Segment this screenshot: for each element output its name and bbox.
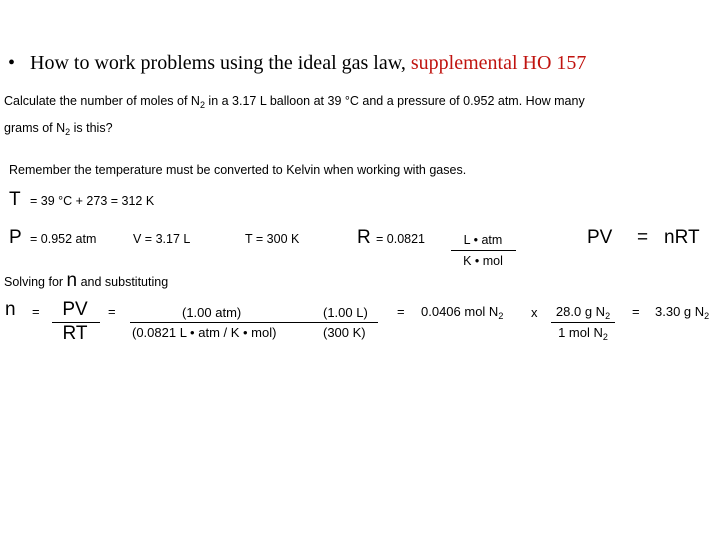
pressure-variable: P [9,227,22,248]
eq-molar-mass-den [551,325,615,340]
eq-moles [421,304,503,319]
fraction-bar [451,250,516,251]
title-text: How to work problems using the ideal gas law, [30,52,406,74]
temp-conversion: = 39 °C + 273 = 312 K [30,194,155,208]
r-units-numerator: L • atm [463,233,503,247]
subscript: 2 [605,311,611,321]
eq-equals-4: = [632,304,640,319]
problem-line-1 [4,94,585,108]
eq-den-r: (0.0821 L • atm / K • mol) [132,325,277,340]
bullet-glyph: • [8,52,16,74]
volume-value: V = 3.17 L [133,232,191,246]
eq-equals-3: = [397,304,405,319]
eq-times: x [531,305,538,320]
problem-text-b: in a 3.17 L balloon at 39 °C and a pressure of 0.952 atm. How many [204,94,585,108]
law-equals: = [637,227,649,248]
solving-text-b: and substituting [77,275,169,289]
problem-text-d: is this? [70,121,113,135]
kelvin-reminder: Remember the temperature must be converted to Kelvin when working with gases. [9,163,467,177]
t-label: T [245,232,253,246]
solving-n: n [66,270,78,291]
problem-text-c: grams of N [4,121,66,135]
temperature-300 [245,232,299,246]
t-value: = 300 K [255,232,300,246]
subscript: 2 [602,332,608,342]
molar-mass-text: 28.0 g N [555,304,606,319]
eq-molar-mass-num [551,304,615,319]
eq-equals-2: = [108,304,116,319]
result-text: 3.30 g N [655,304,705,319]
mol-text: 1 mol N [558,325,603,340]
slide-title [8,52,586,75]
solving-text-a: Solving for [4,275,67,289]
problem-text-a: Calculate the number of moles of N [4,94,200,108]
fraction-bar [551,322,615,323]
eq-num-atm: (1.00 atm) [182,305,242,320]
subscript: 2 [704,311,710,321]
r-value: = 0.0821 [376,232,426,246]
r-variable: R [357,227,371,248]
law-left: PV [587,227,613,248]
eq-pv: PV [62,299,88,320]
r-units-denominator: K • mol [463,254,503,268]
temp-variable: T [9,189,21,210]
eq-n: n [5,299,16,320]
pressure-value: = 0.952 atm [30,232,97,246]
moles-text: 0.0406 mol N [421,304,499,319]
eq-result [655,304,709,319]
fraction-bar [130,322,378,323]
solving-line [4,270,168,292]
subscript: 2 [199,100,205,110]
eq-rt: RT [62,323,88,344]
problem-line-2 [4,121,113,135]
eq-den-temp: (300 K) [323,325,366,340]
eq-num-liters: (1.00 L) [323,305,368,320]
eq-equals-1: = [32,304,40,319]
law-right: nRT [664,227,700,248]
handout-reference: supplemental HO 157 [410,52,587,74]
subscript: 2 [498,311,504,321]
subscript: 2 [65,127,71,137]
